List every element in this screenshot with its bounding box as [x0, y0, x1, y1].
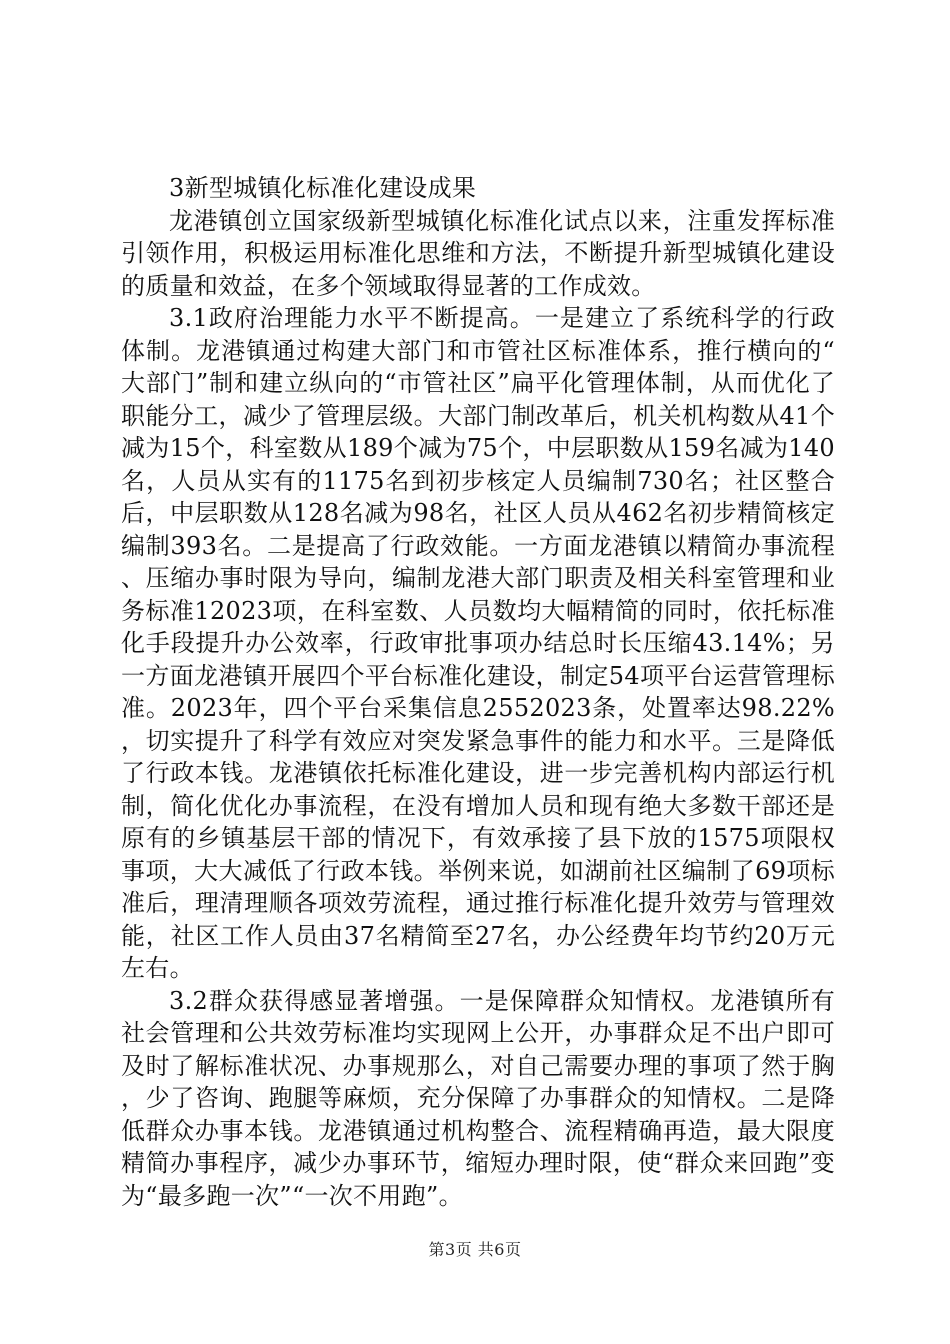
- intro-paragraph: 龙港镇创立国家级新型城镇化标准化试点以来，注重发挥标准引领作用，积极运用标准化思维和方法，不断提升新型城镇化建设的质量和效益，在多个领域取得显著的工作成效。: [121, 206, 835, 300]
- section-3-2-paragraph: 3.2群众获得感显著增强。一是保障群众知情权。龙港镇所有社会管理和公共效劳标准均实现网上公开，办事群众足不出户即可及时了解标准状况、办事规那么，对自己需要办理的事项了然于胸，少了咨询、跑腿等麻烦，充分保障了办事群众的知情权。二是降低群众办事本钱。龙港镇通过机构整合、流程精确再造，最大限度精简办事程序，减少办事环节，缩短办理时限，使“群众来回跑”变为“最多跑一次”“一次不用跑”。: [121, 986, 835, 1210]
- section-heading: 3新型城镇化标准化建设成果: [169, 174, 477, 202]
- section-3-1-paragraph: 3.1政府治理能力水平不断提高。一是建立了系统科学的行政体制。龙港镇通过构建大部门和市管社区标准体系，推行横向的“大部门”制和建立纵向的“市管社区”扁平化管理体制，从而优化了职能分工，减少了管理层级。大部门制改革后，机关机构数从41个减为15个，科室数从189个减为75个，中层职数从159名减为140名，人员从实有的1175名到初步核定人员编制730名；社区整合后，中层职数从128名减为98名，社区人员从462名初步精简核定编制393名。二是提高了行政效能。一方面龙港镇以精简办事流程、压缩办事时限为导向，编制龙港大部门职责及相关科室管理和业务标准12023项，在科室数、人员数均大幅精简的同时，依托标准化手段提升办公效率，行政审批事项办结总时长压缩43.14%；另一方面龙港镇开展四个平台标准化建设，制定54项平台运营管理标准。2023年，四个平台采集信息2552023条，处置率达98.22%，切实提升了科学有效应对突发紧急事件的能力和水平。三是降低了行政本钱。龙港镇依托标准化建设，进一步完善机构内部运行机制，简化优化办事流程，在没有增加人员和现有绝大多数干部还是原有的乡镇基层干部的情况下，有效承接了县下放的1575项限权事项，大大减低了行政本钱。举例来说，如湖前社区编制了69项标准后，理清理顺各项效劳流程，通过推行标准化提升效劳与管理效能，社区工作人员由37名精简至27名，办公经费年均节约20万元左右。: [121, 304, 835, 982]
- page-footer: [0, 1237, 950, 1260]
- page-number-indicator: 第3页 共6页: [428, 1240, 522, 1259]
- document-body: [121, 172, 835, 1212]
